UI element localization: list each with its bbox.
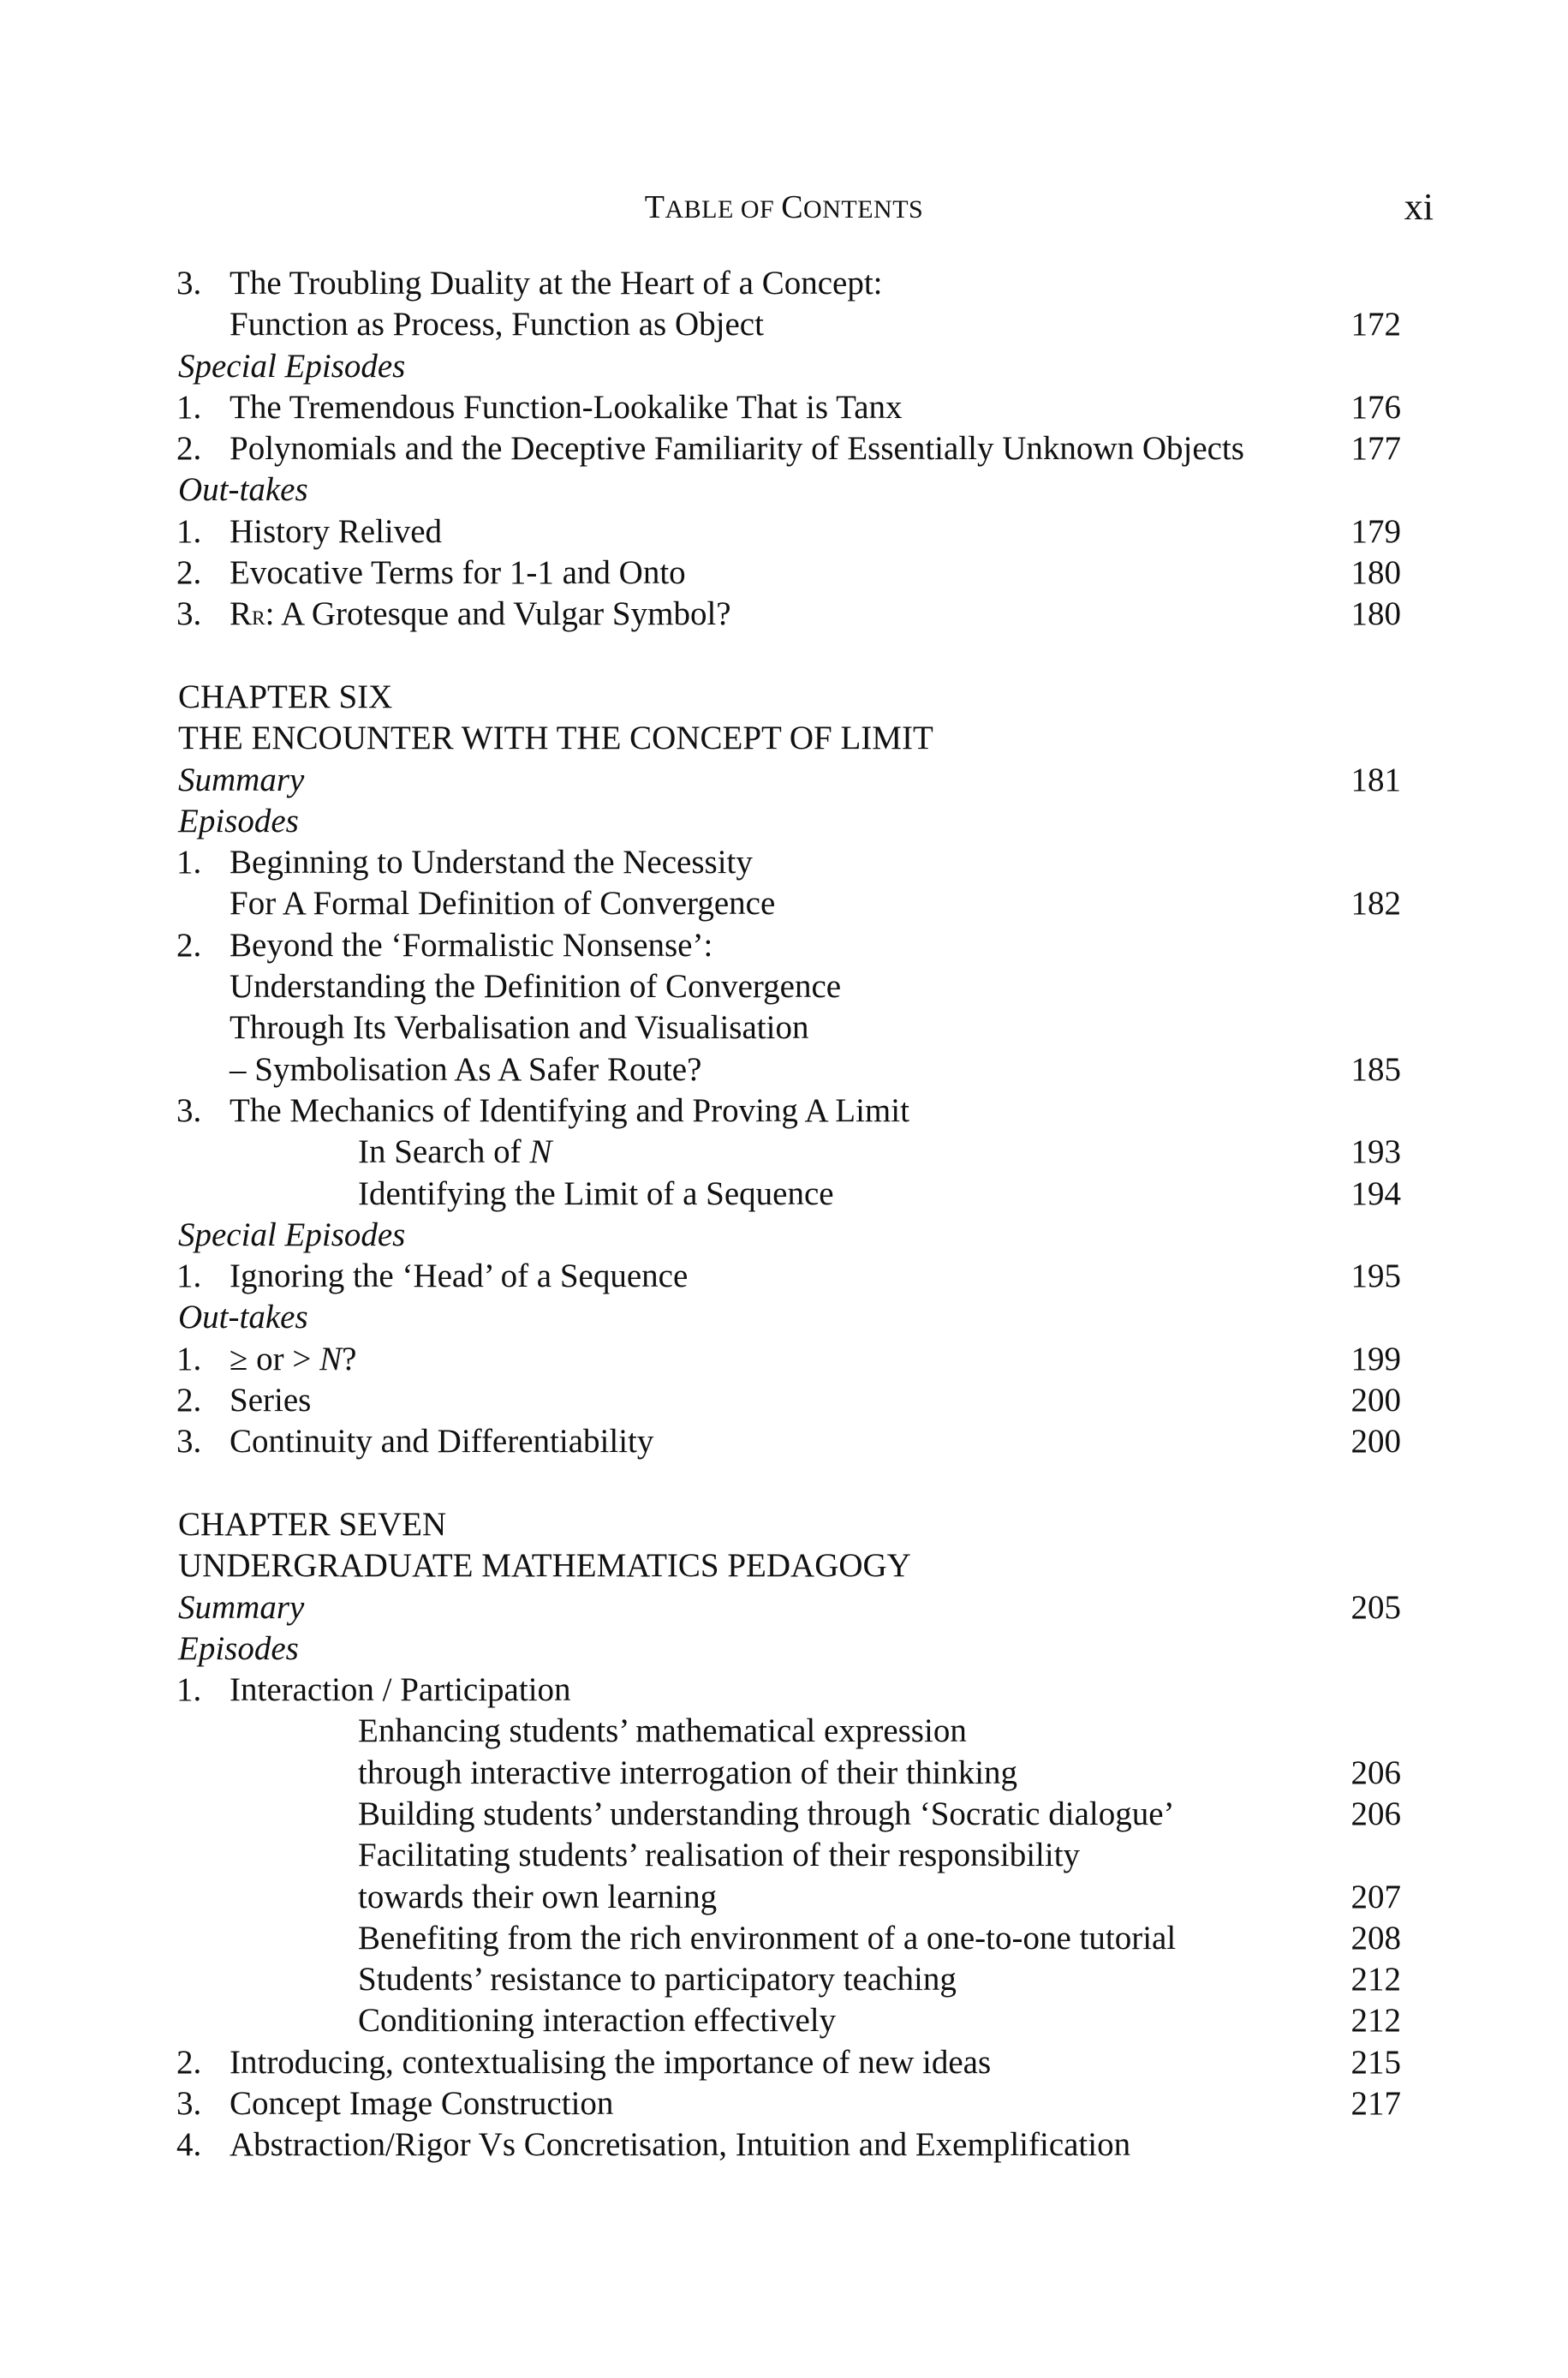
subentry-title: In Search of N [358,1133,552,1171]
toc-entry [176,1587,1401,1628]
subentry-title: towards their own learning [358,1878,718,1915]
entry-title: – Symbolisation As A Safer Route? [230,1050,702,1088]
toc-entry [176,842,1401,883]
section-heading [176,469,1401,511]
entry-page: 179 [1350,512,1401,550]
entry-title: Understanding the Definition of Convergence [230,968,842,1006]
subentry-title: Identifying the Limit of a Sequence [358,1174,834,1212]
toc-entry-continued [176,1007,1401,1049]
entry-number: 1. [176,1258,202,1295]
entry-number: 1. [176,388,202,426]
entry-page: 199 [1350,1340,1401,1377]
toc-subentry [176,1753,1401,1794]
entry-page: 195 [1350,1258,1401,1295]
entry-page: 212 [1350,1961,1401,1999]
entry-page: 207 [1350,1878,1401,1915]
section-heading [176,1297,1401,1338]
entry-page: 212 [1350,2002,1401,2040]
entry-title: Through Its Verbalisation and Visualisation [230,1009,809,1047]
entry-page: 185 [1350,1050,1401,1088]
entry-title: $R^R$: A Grotesque and Vulgar Symbol? [230,595,731,633]
page-number: xi [1404,186,1434,228]
entry-title: The Tremendous Function-Lookalike That is Tanx [230,388,903,426]
special-episodes-heading: Special Episodes [178,1216,406,1253]
chapter-label [176,1504,1401,1545]
entry-title: Evocative Terms for 1-1 and Onto [230,554,686,592]
entry-page: 200 [1350,1423,1401,1461]
episodes-heading: Episodes [178,802,299,839]
toc-entry [176,511,1401,553]
toc-entry [176,1380,1401,1421]
entry-title: The Troubling Duality at the Heart of a Concept: [230,265,883,302]
entry-number: 2. [176,1382,202,1419]
toc-entry [176,263,1401,304]
entry-page: 217 [1350,2085,1401,2123]
entry-title: Series [230,1382,312,1419]
entry-number: 1. [176,844,202,881]
entry-number: 2. [176,430,202,468]
entry-page: 181 [1350,761,1401,798]
section-heading [176,346,1401,387]
section-heading [176,1215,1401,1256]
entry-title: Introducing, contextualising the importance of new ideas [230,2043,992,2081]
entry-number: 3. [176,1091,202,1129]
toc-entry-continued [176,883,1401,924]
toc-entry [176,1421,1401,1462]
toc-entry-continued [176,966,1401,1007]
toc-entry [176,2124,1401,2166]
toc-subentry [176,2000,1401,2041]
running-header: TABLE OF CONTENTS [644,189,924,225]
entry-title: Interaction / Participation [230,1671,571,1709]
toc-subentry [176,1794,1401,1835]
section-heading [176,801,1401,842]
outtakes-heading: Out-takes [178,471,308,509]
toc-subentry [176,1918,1401,1959]
entry-title: ≥ or > N? [230,1340,357,1377]
toc-subentry [176,1174,1401,1215]
entry-page: 180 [1350,554,1401,592]
entry-title: History Relived [230,512,443,550]
subentry-title: Benefiting from the rich environment of a one-to-one tutorial [358,1919,1177,1957]
toc-subentry [176,1132,1401,1173]
entry-title: Beginning to Understand the Necessity [230,844,753,881]
toc-entry [176,387,1401,428]
entry-page: 194 [1350,1174,1401,1212]
toc-entry [176,1256,1401,1297]
entry-number: 1. [176,1340,202,1377]
subentry-title: Enhancing students’ mathematical expression [358,1712,967,1750]
table-of-contents [176,263,1401,2166]
toc-subentry [176,1711,1401,1752]
toc-entry [176,1339,1401,1380]
entry-title: The Mechanics of Identifying and Proving A Limit [230,1091,909,1129]
chapter-title [176,718,1401,759]
entry-title: Beyond the ‘Formalistic Nonsense’: [230,926,713,964]
summary-label: Summary [178,1588,305,1626]
chapter-seven-label: CHAPTER SEVEN [178,1505,447,1543]
toc-entry-continued [176,304,1401,345]
toc-entry [176,760,1401,801]
toc-entry [176,925,1401,966]
entry-number: 3. [176,265,202,302]
entry-title: Function as Process, Function as Object [230,306,764,344]
entry-page: 172 [1350,306,1401,344]
entry-page: 200 [1350,1382,1401,1419]
subentry-title: Facilitating students’ realisation of their responsibility [358,1837,1081,1874]
entry-number: 1. [176,1671,202,1709]
entry-title: For A Formal Definition of Convergence [230,885,776,923]
section-heading [176,1628,1401,1670]
chapter-title [176,1545,1401,1586]
subentry-title: Conditioning interaction effectively [358,2002,837,2040]
toc-subentry [176,1835,1401,1876]
entry-page: 206 [1350,1754,1401,1791]
chapter-six-label: CHAPTER SIX [178,678,393,715]
entry-page: 206 [1350,1795,1401,1832]
entry-number: 3. [176,2085,202,2123]
subentry-title: Building students’ understanding through ‘Socratic dialogue’ [358,1795,1175,1832]
entry-page: 193 [1350,1133,1401,1171]
outtakes-heading: Out-takes [178,1299,308,1336]
toc-entry [176,1090,1401,1132]
entry-title: Concept Image Construction [230,2085,614,2123]
toc-entry [176,428,1401,469]
chapter-seven-title: UNDERGRADUATE MATHEMATICS PEDAGOGY [178,1547,911,1585]
toc-entry [176,2083,1401,2124]
entry-number: 3. [176,1423,202,1461]
entry-title: Continuity and Differentiability [230,1423,654,1461]
entry-page: 182 [1350,885,1401,923]
entry-page: 177 [1350,430,1401,468]
entry-page: 176 [1350,388,1401,426]
toc-entry [176,2042,1401,2083]
subentry-title: through interactive interrogation of their thinking [358,1754,1018,1791]
chapter-six-title: THE ENCOUNTER WITH THE CONCEPT OF LIMIT [178,720,933,757]
entry-title: Abstraction/Rigor Vs Concretisation, Intuition and Exemplification [230,2126,1131,2164]
entry-title: Polynomials and the Deceptive Familiarity of Essentially Unknown Objects [230,430,1244,468]
entry-title: Ignoring the ‘Head’ of a Sequence [230,1258,689,1295]
toc-entry-continued [176,1049,1401,1090]
entry-page: 208 [1350,1919,1401,1957]
entry-page: 215 [1350,2043,1401,2081]
entry-number: 2. [176,554,202,592]
entry-number: 3. [176,595,202,633]
toc-subentry [176,1877,1401,1918]
entry-number: 2. [176,926,202,964]
toc-entry [176,1670,1401,1711]
summary-label: Summary [178,761,305,798]
toc-subentry [176,1959,1401,2000]
toc-entry [176,553,1401,594]
special-episodes-heading: Special Episodes [178,347,406,385]
episodes-heading: Episodes [178,1629,299,1667]
entry-page: 180 [1350,595,1401,633]
entry-page: 205 [1350,1588,1401,1626]
chapter-label [176,677,1401,718]
toc-entry [176,594,1401,635]
entry-number: 2. [176,2043,202,2081]
entry-number: 1. [176,512,202,550]
entry-number: 4. [176,2126,202,2164]
subentry-title: Students’ resistance to participatory teaching [358,1961,957,1999]
